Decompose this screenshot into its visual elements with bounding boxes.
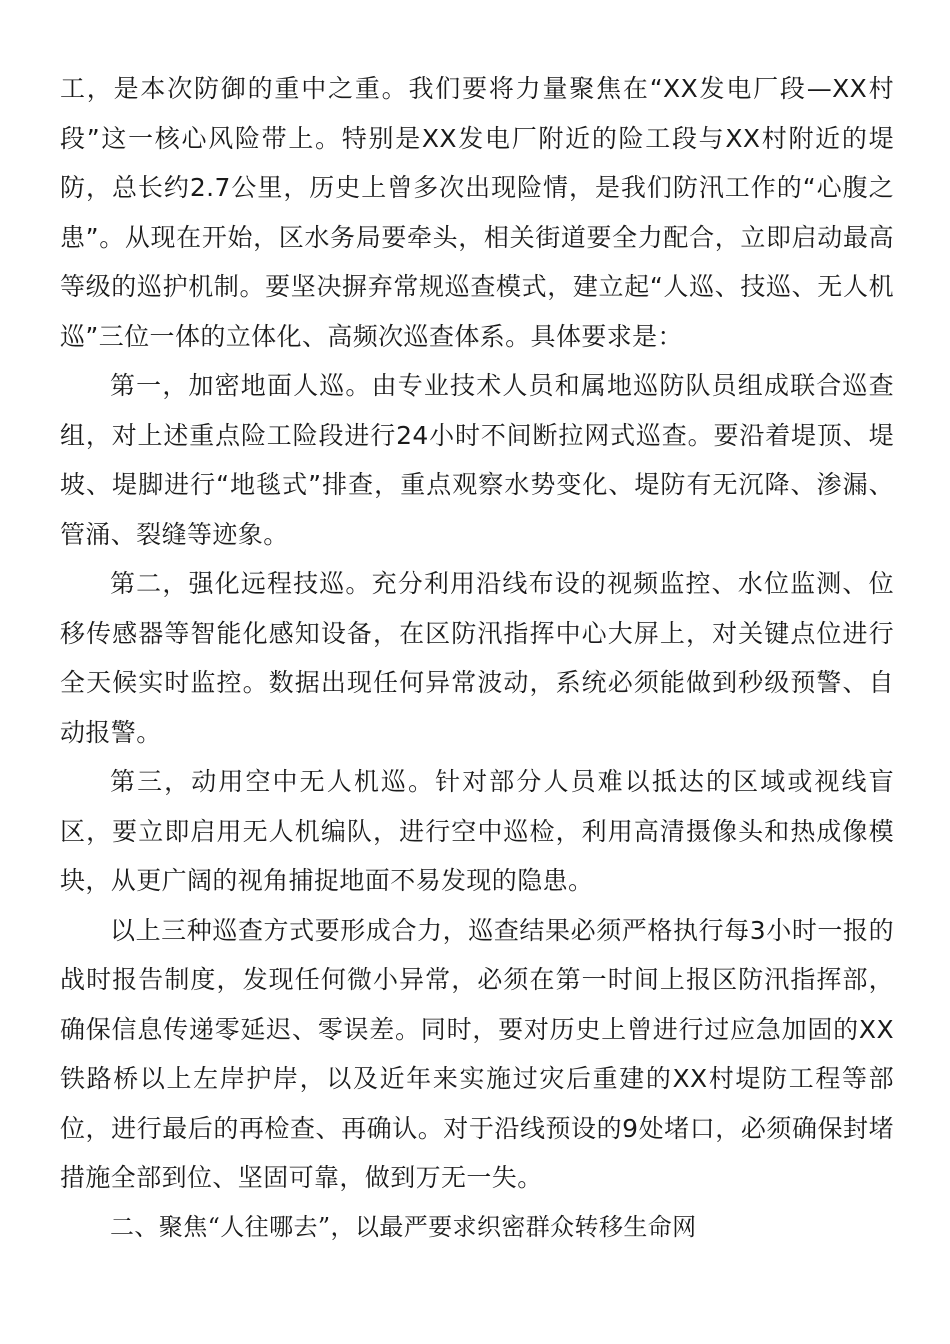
paragraph-summary: 以上三种巡查方式要形成合力，巡查结果必须严格执行每3小时一报的战时报告制度，发现任何微小异常，必须在第一时间上报区防汛指挥部，确保信息传递零延迟、零误差。同时，要对历史上曾进行过应急加固的XX铁路桥以上左岸护岸，以及近年来实施过灾后重建的XX村堤防工程等部位，进行最后的再检查、再确认。对于沿线预设的9处堵口，必须确保封堵措施全部到位、坚固可靠，做到万无一失。 (60, 915, 894, 1192)
document-body (60, 64, 894, 1252)
paragraph-second-remote-patrol: 第二，强化远程技巡。充分利用沿线布设的视频监控、水位监测、位移传感器等智能化感知设备，在区防汛指挥中心大屏上，对关键点位进行全天候实时监控。数据出现任何异常波动，系统必须能做到秒级预警、自动报警。 (60, 569, 894, 747)
section-heading: 二、聚焦“人往哪去”，以最严要求织密群众转移生命网 (110, 1212, 697, 1241)
paragraph-continuation: 工，是本次防御的重中之重。我们要将力量聚焦在“XX发电厂段—XX村段”这一核心风险带上。特别是XX发电厂附近的险工段与XX村附近的堤防，总长约2.7公里，历史上曾多次出现险情，是我们防汛工作的“心腹之患”。从现在开始，区水务局要牵头，相关街道要全力配合，立即启动最高等级的巡护机制。要坚决摒弃常规巡查模式，建立起“人巡、技巡、无人机巡”三位一体的立体化、高频次巡查体系。具体要求是： (60, 74, 894, 351)
paragraph-first-ground-patrol: 第一，加密地面人巡。由专业技术人员和属地巡防队员组成联合巡查组，对上述重点险工险段进行24小时不间断拉网式巡查。要沿着堤顶、堤坡、堤脚进行“地毯式”排查，重点观察水势变化、堤防有无沉降、渗漏、管涌、裂缝等迹象。 (60, 371, 894, 549)
paragraph-third-drone-patrol: 第三，动用空中无人机巡。针对部分人员难以抵达的区域或视线盲区，要立即启用无人机编队，进行空中巡检，利用高清摄像头和热成像模块，从更广阔的视角捕捉地面不易发现的隐患。 (60, 767, 894, 895)
